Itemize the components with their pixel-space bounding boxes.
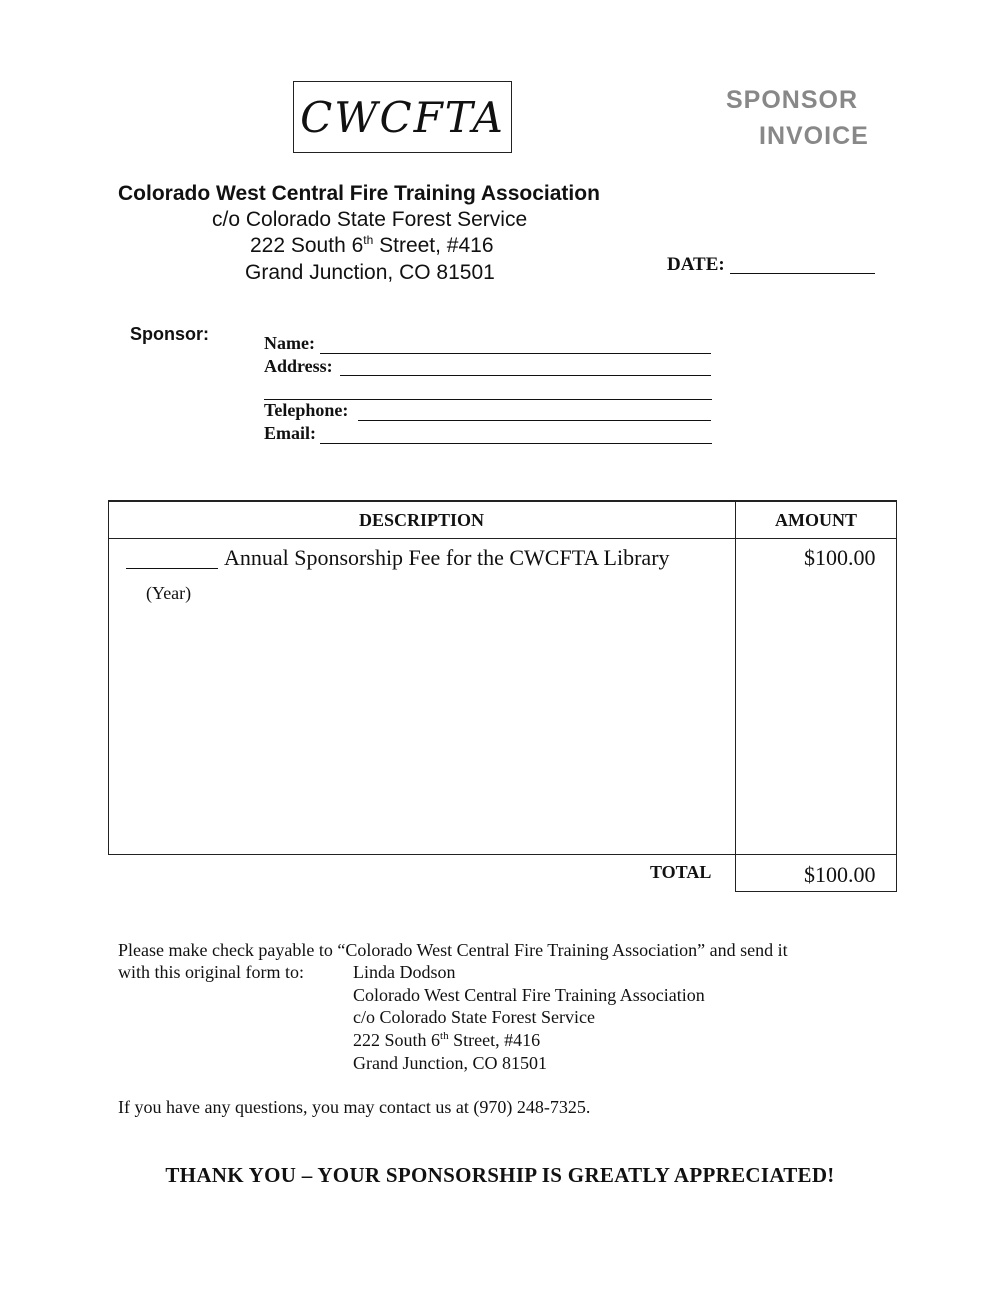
description-header: DESCRIPTION [358,510,485,530]
amount-header: AMOUNT [775,510,857,530]
logo-box [293,81,512,153]
address-field[interactable] [340,375,711,376]
table-row-description: Annual Sponsorship Fee for the CWCFTA Library [224,545,670,570]
table-column-divider [735,500,736,892]
mailing-recipient: Linda Dodson [353,962,456,982]
year-field[interactable] [126,568,218,569]
name-field[interactable] [320,353,711,354]
table-header-divider [108,538,897,539]
mailing-street: 222 South 6th Street, #416 [353,1030,541,1050]
organization-care-of: c/o Colorado State Forest Service [212,208,528,231]
contact-info: If you have any questions, you may contact us at (970) 248-7325. [118,1097,591,1117]
email-field[interactable] [320,443,712,444]
payment-instruction: Please make check payable to “Colorado West Central Fire Training Association” and send it [118,940,788,960]
date-label: DATE: [667,254,725,275]
mailing-organization: Colorado West Central Fire Training Association [353,985,705,1005]
document-title-sponsor: SPONSOR [726,86,859,114]
organization-name: Colorado West Central Fire Training Association [118,182,600,205]
table-row-amount: $100.00 [804,545,876,570]
telephone-field[interactable] [358,420,711,421]
mailing-care-of: c/o Colorado State Forest Service [353,1007,595,1027]
email-label: Email: [264,423,316,443]
mailing-city: Grand Junction, CO 81501 [353,1053,547,1073]
organization-street: 222 South 6th Street, #416 [250,233,494,257]
total-amount: $100.00 [804,862,876,887]
name-label: Name: [264,333,315,353]
telephone-label: Telephone: [264,400,349,420]
date-field[interactable] [730,273,875,274]
sponsor-label: Sponsor: [130,324,209,344]
year-caption: (Year) [146,583,192,603]
payment-instruction-2: with this original form to: [118,962,304,982]
thank-you-message: THANK YOU – YOUR SPONSORSHIP IS GREATLY APPRECIATED! [165,1163,835,1187]
address-label: Address: [264,356,333,376]
document-title-invoice: INVOICE [759,122,869,150]
total-label: TOTAL [650,862,712,882]
logo-text: CWCFTA [300,92,505,142]
organization-city: Grand Junction, CO 81501 [245,261,495,284]
